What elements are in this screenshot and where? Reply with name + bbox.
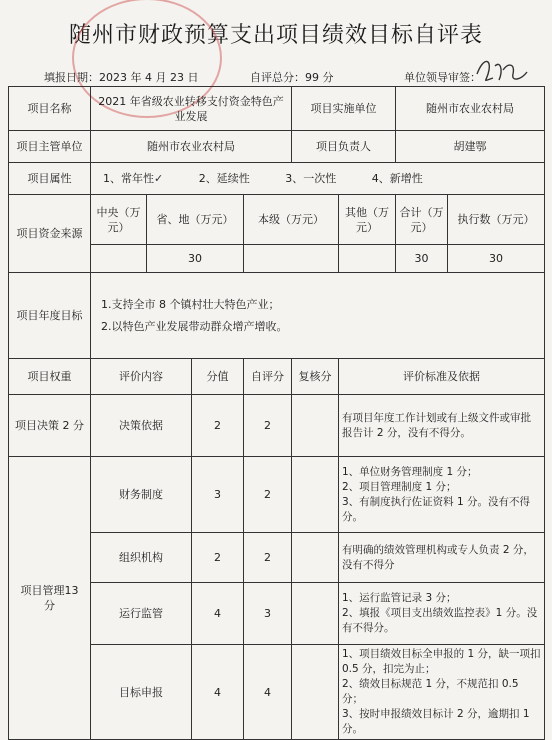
funds-header-central: 中央（万元） <box>91 195 147 245</box>
eval-header-criteria: 评价标准及依据 <box>339 359 545 395</box>
impl-unit-value: 随州市农业农村局 <box>396 87 545 131</box>
eval-review-score <box>292 645 339 740</box>
funds-value-province: 30 <box>147 245 244 273</box>
project-name-value: 2021 年省级农业转移支付资金特色产业发展 <box>91 87 292 131</box>
funds-header-executed: 执行数（万元） <box>448 195 545 245</box>
eval-self-score: 2 <box>244 395 292 457</box>
eval-criteria: 1、单位财务管理制度 1 分； 2、项目管理制度 1 分； 3、有制度执行佐证资料 1 分。没有不得分。 <box>339 457 545 533</box>
attr-label: 项目属性 <box>9 163 91 195</box>
evaluation-table <box>8 86 545 740</box>
funds-value-local <box>244 245 339 273</box>
attr-option-4: 4、新增性 <box>371 172 423 185</box>
eval-score: 2 <box>192 533 244 583</box>
eval-self-score: 4 <box>244 645 292 740</box>
eval-group-decision: 项目决策 2 分 <box>9 395 91 457</box>
handwritten-signature <box>473 52 533 88</box>
eval-self-score: 2 <box>244 457 292 533</box>
funds-value-central <box>91 245 147 273</box>
supervisor-value: 随州市农业农村局 <box>91 131 292 163</box>
eval-criteria: 1、运行监管记录 3 分； 2、填报《项目支出绩效监控表》1 分。没有不得分。 <box>339 583 545 645</box>
funds-value-other <box>339 245 396 273</box>
leader-value: 胡建鄂 <box>396 131 545 163</box>
eval-header-self: 自评分 <box>244 359 292 395</box>
eval-header-content: 评价内容 <box>91 359 192 395</box>
eval-review-score <box>292 457 339 533</box>
project-name-label: 项目名称 <box>9 87 91 131</box>
attr-option-3: 3、一次性 <box>285 172 337 185</box>
document-title: 随州市财政预算支出项目绩效目标自评表 <box>68 23 483 48</box>
eval-content: 目标申报 <box>91 645 192 740</box>
eval-review-score <box>292 583 339 645</box>
eval-score: 3 <box>192 457 244 533</box>
eval-content: 组织机构 <box>91 533 192 583</box>
attr-option-2: 2、延续性 <box>198 172 250 185</box>
eval-header-score: 分值 <box>192 359 244 395</box>
eval-criteria: 1、项目绩效目标全申报的 1 分，缺一项扣 0.5 分，扣完为止； 2、绩效目标规范 1 分，不规范扣 0.5 分； 3、按时申报绩效目标计 2 分，逾期扣 1 分。 <box>339 645 545 740</box>
eval-self-score: 2 <box>244 533 292 583</box>
eval-content: 财务制度 <box>91 457 192 533</box>
eval-content: 决策依据 <box>91 395 192 457</box>
attr-option-1: 1、常年性✓ <box>103 172 164 185</box>
eval-group-management: 项目管理13 分 <box>9 457 91 740</box>
funds-value-executed: 30 <box>448 245 545 273</box>
funds-header-province: 省、地（万元） <box>147 195 244 245</box>
eval-review-score <box>292 533 339 583</box>
eval-score: 4 <box>192 583 244 645</box>
check-mark-icon: ✓ <box>154 172 164 185</box>
supervisor-label: 项目主管单位 <box>9 131 91 163</box>
funds-label: 项目资金来源 <box>9 195 91 273</box>
eval-criteria: 有明确的绩效管理机构或专人负责 2 分，没有不得分 <box>339 533 545 583</box>
attr-options <box>91 163 545 195</box>
funds-header-local: 本级（万元） <box>244 195 339 245</box>
eval-score: 4 <box>192 645 244 740</box>
eval-criteria: 有项目年度工作计划或有上级文件或审批报告计 2 分，没有不得分。 <box>339 395 545 457</box>
annual-goal-label: 项目年度目标 <box>9 273 91 359</box>
annual-goal-text <box>91 273 545 359</box>
leader-sign-label: 单位领导审签： <box>404 71 481 84</box>
funds-header-total: 合计（万元） <box>396 195 448 245</box>
impl-unit-label: 项目实施单位 <box>292 87 396 131</box>
self-score-total: 自评总分：99 分 <box>250 71 334 84</box>
eval-review-score <box>292 395 339 457</box>
annual-goal-line: 2.以特色产业发展带动群众增产增收。 <box>101 319 288 333</box>
eval-header-review: 复核分 <box>292 359 339 395</box>
annual-goal-line: 1.支持全市 8 个镇村壮大特色产业； <box>101 297 280 311</box>
funds-value-total: 30 <box>396 245 448 273</box>
leader-label: 项目负责人 <box>292 131 396 163</box>
eval-score: 2 <box>192 395 244 457</box>
eval-self-score: 3 <box>244 583 292 645</box>
eval-content: 运行监管 <box>91 583 192 645</box>
funds-header-other: 其他（万元） <box>339 195 396 245</box>
fill-date: 填报日期：2023 年 4 月 23 日 <box>44 71 199 84</box>
eval-header-weight: 项目权重 <box>9 359 91 395</box>
